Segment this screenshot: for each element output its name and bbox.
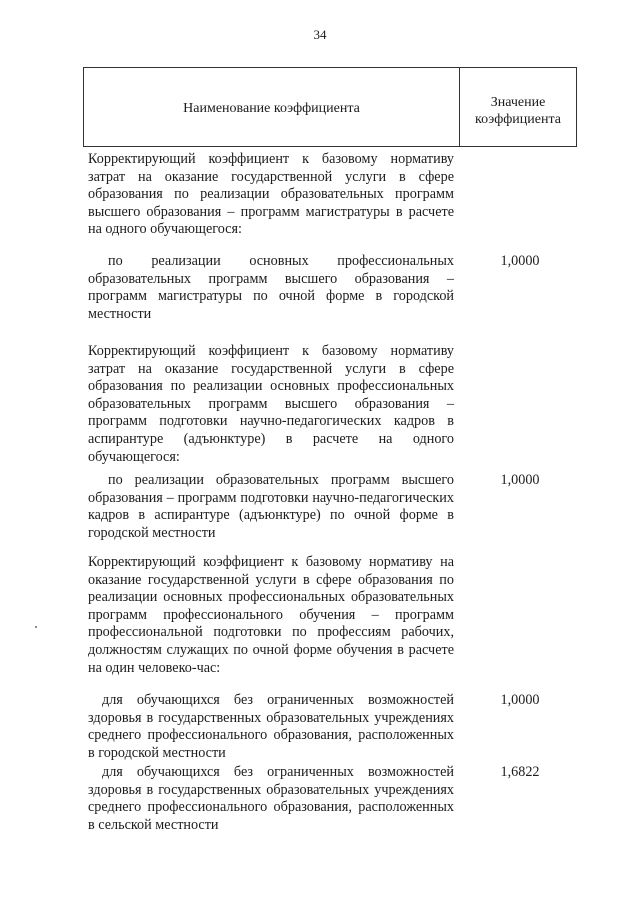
coefficient-item-text: для обучающихся без ограниченных возможностей здоровья в государственных образовательных учреждениях среднего профессионального образования, расположенных в городской местности <box>88 692 454 761</box>
section-heading: Корректирующий коэффициент к базовому нормативу затрат на оказание государственной услуги в сфере образования по реализации основных профессиональных образовательных программ высшего образования – программ подготовки научно-педагогических кадров в аспирантуре (адъюнктуре) в расчете на одного обучающегося: <box>88 343 454 465</box>
table-header <box>83 67 577 147</box>
header-value-line1: Значение <box>490 95 546 110</box>
header-coefficient-name: Наименование коэффициента <box>183 101 360 116</box>
section-heading: Корректирующий коэффициент к базовому нормативу затрат на оказание государственной услуги в сфере образования по реализации образовательных программ высшего образования – программ магистратуры в расчете на одного обучающегося: <box>88 151 454 238</box>
coefficient-item-text: по реализации образовательных программ высшего образования – программ подготовки научно-педагогических кадров в аспирантуре (адъюнктуре) по очной форме в городской местности <box>88 472 454 541</box>
section-heading: Корректирующий коэффициент к базовому нормативу на оказание государственной услуги в сфере образования по реализации основных профессиональных образовательных программ профессионального обучения – программ профессиональной подготовки по профессиям рабочих, должностям служащих по очной форме обучения в расчете на один человеко-час: <box>88 554 454 676</box>
page-number: 34 <box>313 27 327 42</box>
scan-speck <box>35 626 37 628</box>
header-value-line2: коэффициента <box>475 112 561 127</box>
coefficient-item-value: 1,0000 <box>500 472 540 488</box>
coefficient-item-text: для обучающихся без ограниченных возможностей здоровья в государственных образовательных учреждениях среднего профессионального образования, расположенных в сельской местности <box>88 764 454 833</box>
coefficient-item-value: 1,0000 <box>500 253 540 269</box>
coefficient-item-text: по реализации основных профессиональных образовательных программ высшего образования – программ магистратуры по очной форме в городской местности <box>88 253 454 322</box>
header-coefficient-value <box>460 94 576 128</box>
coefficient-item-value: 1,6822 <box>500 764 540 780</box>
coefficient-item-value: 1,0000 <box>500 692 540 708</box>
